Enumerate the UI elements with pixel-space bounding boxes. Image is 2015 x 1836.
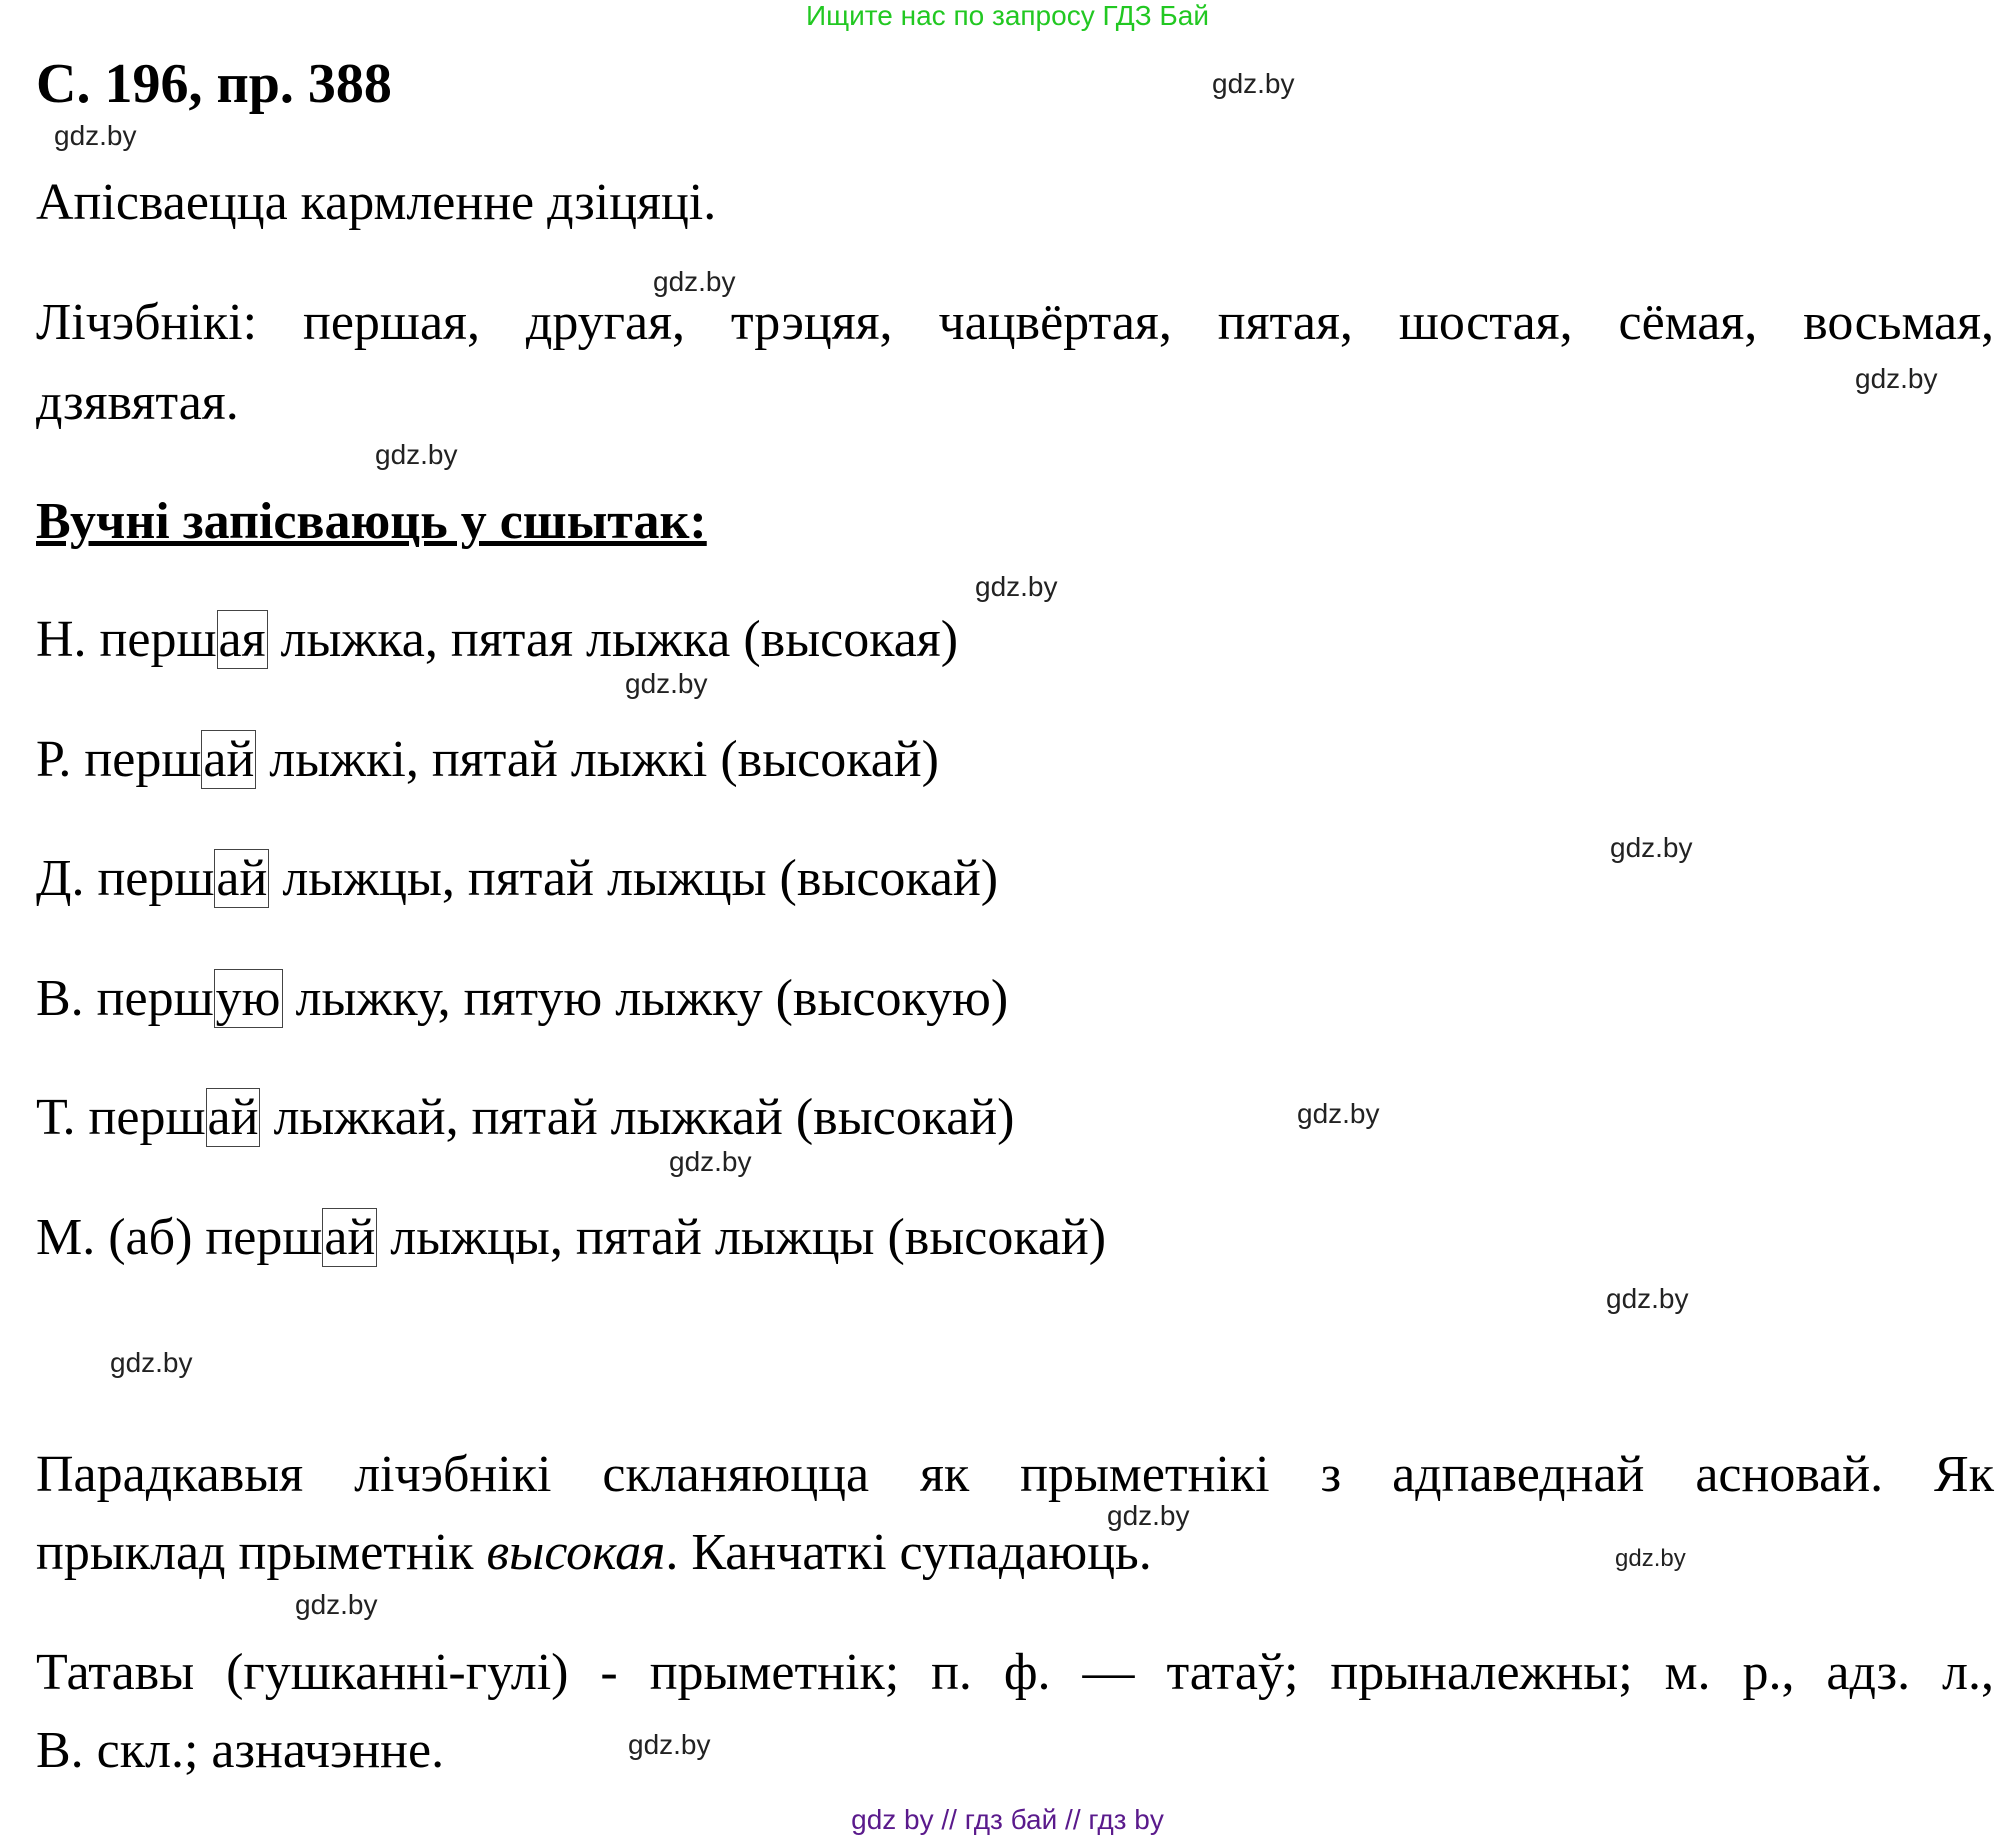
watermark: gdz.by	[1610, 832, 1693, 863]
watermark: gdz.by	[54, 120, 137, 151]
case-rest: лыжкі, пятай лыжкі (высокай)	[256, 731, 939, 788]
case-rest: лыжка, пятая лыжка (высокая)	[267, 611, 959, 668]
watermark: gdz.by	[625, 668, 708, 699]
case-ending-box: ая	[218, 611, 266, 668]
watermark: gdz.by	[1606, 1283, 1689, 1314]
paragraph-2-line-1: Татавы (гушканні-гулі) - прыметнік; п. ф. — татаў; прыналежны; м. р., адз. л.,	[36, 1644, 1994, 1701]
watermark: gdz.by	[653, 266, 736, 297]
case-prefix: Д. перш	[36, 850, 215, 907]
watermark: gdz.by	[1855, 363, 1938, 394]
case-rest: лыжцы, пятай лыжцы (высокай)	[377, 1209, 1107, 1266]
case-row	[36, 730, 939, 790]
text: прыклад прыметнік	[36, 1524, 487, 1581]
italic-word: высокая	[486, 1524, 666, 1581]
case-ending-box: ай	[207, 1089, 259, 1146]
numerals-line-2: дзявятая.	[36, 374, 239, 431]
watermark: gdz.by	[295, 1589, 378, 1620]
watermark: gdz.by	[1107, 1500, 1190, 1531]
case-prefix: В. перш	[36, 970, 214, 1027]
case-prefix: Н. перш	[36, 611, 217, 668]
case-ending-box: ай	[324, 1209, 376, 1266]
text: . Канчаткі супадаюць.	[665, 1524, 1152, 1581]
case-row	[36, 969, 1008, 1029]
case-ending-box: ай	[216, 850, 268, 907]
paragraph-1-line-1: Парадкавыя лічэбнікі скланяюцца як прыметнікі з адпаведнай асновай. Як	[36, 1446, 1994, 1503]
watermark: gdz.by	[1615, 1545, 1686, 1572]
watermark: gdz.by	[669, 1146, 752, 1177]
watermark: gdz.by	[628, 1729, 711, 1760]
case-row	[36, 610, 958, 670]
case-rest: лыжкай, пятай лыжкай (высокай)	[260, 1089, 1015, 1146]
paragraph-1-line-2	[36, 1523, 1152, 1583]
watermark: gdz.by	[375, 439, 458, 470]
intro-text: Апісваецца кармленне дзіцяці.	[36, 174, 717, 231]
footer-links: gdz by // гдз бай // гдз by	[851, 1804, 1164, 1835]
watermark: gdz.by	[975, 571, 1058, 602]
watermark: gdz.by	[110, 1347, 193, 1378]
watermark: gdz.by	[1212, 68, 1295, 99]
case-rest: лыжку, пятую лыжку (высокую)	[282, 970, 1009, 1027]
case-prefix: Р. перш	[36, 731, 202, 788]
case-rest: лыжцы, пятай лыжцы (высокай)	[269, 850, 999, 907]
top-banner: Ищите нас по запросу ГДЗ Бай	[805, 0, 1210, 31]
paragraph-2-line-2: В. скл.; азначэнне.	[36, 1722, 445, 1779]
numerals-line-1: Лічэбнікі: першая, другая, трэцяя, чацвёртая, пятая, шостая, сёмая, восьмая,	[36, 294, 1994, 351]
case-row	[36, 1208, 1106, 1268]
case-row	[36, 849, 998, 909]
case-prefix: Т. перш	[36, 1089, 206, 1146]
case-ending-box: ую	[215, 970, 281, 1027]
case-prefix: М. (аб) перш	[36, 1209, 323, 1266]
watermark: gdz.by	[1297, 1098, 1380, 1129]
case-row	[36, 1088, 1014, 1148]
page-title: С. 196, пр. 388	[36, 53, 392, 115]
subheading: Вучні запісваюць у сшытак:	[36, 493, 707, 550]
case-ending-box: ай	[203, 731, 255, 788]
